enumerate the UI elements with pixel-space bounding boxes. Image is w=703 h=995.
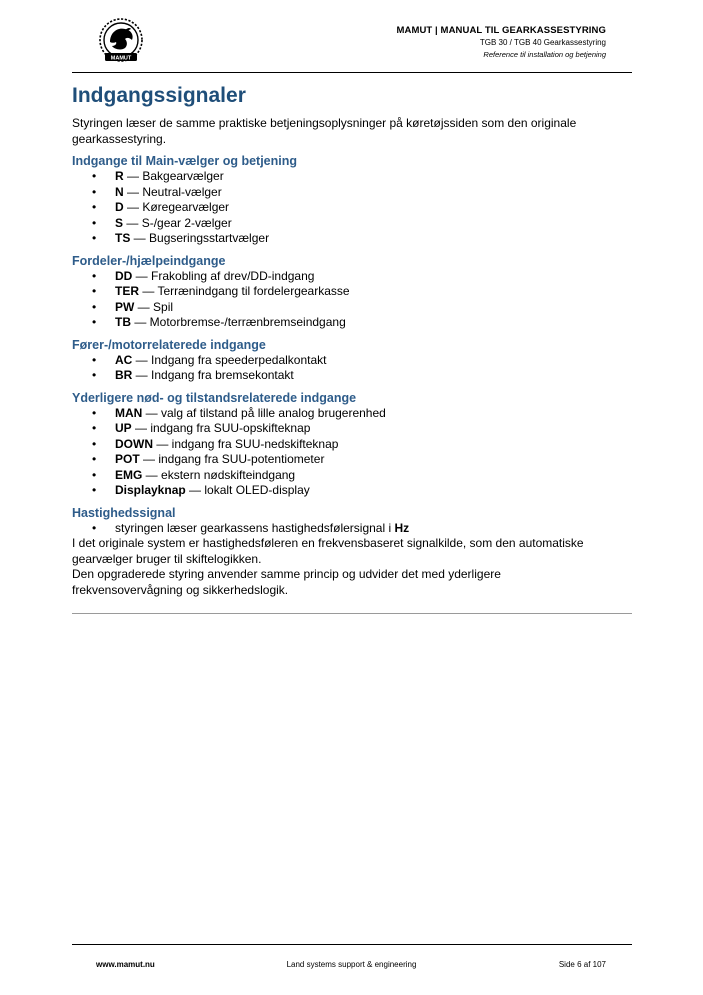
signal-description: S-/gear 2-vælger <box>141 215 232 230</box>
signal-code: MAN <box>115 405 143 420</box>
speed-paragraph-upgrade: Den opgraderede styring anvender samme princip og udvider det med yderligere frekvensovervågning og sikkerhedslogik. <box>72 567 501 597</box>
list-item <box>72 521 612 537</box>
signal-description: Terrænindgang til fordelergearkasse <box>157 284 350 298</box>
main-content <box>72 82 612 598</box>
footer-divider <box>72 944 632 945</box>
signal-description: Indgang fra bremsekontakt <box>151 368 294 382</box>
signal-description: Spil <box>153 299 174 314</box>
list-item: • TS — Bugseringsstartvælger <box>72 231 612 247</box>
list-item: • DOWN — indgang fra SUU-nedskifteknap <box>72 437 612 453</box>
speed-unit: Hz <box>394 520 410 535</box>
signal-code: Displayknap <box>115 483 186 497</box>
list-item: • Displayknap — lokalt OLED-display <box>72 483 612 499</box>
signal-code: POT <box>115 452 140 466</box>
signal-description: Bugseringsstartvælger <box>149 231 270 245</box>
signal-code: S <box>115 215 124 230</box>
list-item: • PW — Spil <box>72 300 612 316</box>
list-item: • DD — Frakobling af drev/DD-indgang <box>72 269 612 285</box>
signal-code: EMG <box>115 467 143 482</box>
signal-description: Bakgearvælger <box>142 169 224 183</box>
list-item: • R — Bakgearvælger <box>72 169 612 185</box>
section-heading-main-selector: Indgange til Main-vælger og betjening <box>72 154 298 168</box>
signal-code: R <box>115 169 124 183</box>
signal-description: indgang fra SUU-potentiometer <box>158 452 325 466</box>
list-item: • TER — Terrænindgang til fordelergearkasse <box>72 284 612 300</box>
list-item: • S — S-/gear 2-vælger <box>72 216 612 232</box>
signal-description: Frakobling af drev/DD-indgang <box>151 268 315 283</box>
signal-code: N <box>115 184 124 199</box>
list-item: • TB — Motorbremse-/terrænbremseindgang <box>72 315 612 331</box>
company-logo <box>96 18 146 64</box>
emergency-input-list <box>72 406 612 499</box>
signal-code: DD <box>115 268 133 283</box>
page-header <box>396 25 606 61</box>
list-item: • AC — Indgang fra speederpedalkontakt <box>72 353 612 369</box>
signal-code: UP <box>115 421 132 435</box>
section-heading-transfer-inputs: Fordeler-/hjælpeindgange <box>72 253 226 268</box>
page-title: Indgangssignaler <box>72 84 246 107</box>
transfer-input-list <box>72 269 612 331</box>
list-item: • BR — Indgang fra bremsekontakt <box>72 368 612 384</box>
signal-description: indgang fra SUU-opskifteknap <box>150 421 311 435</box>
signal-code: TS <box>115 231 131 245</box>
list-item: • N — Neutral-vælger <box>72 185 612 201</box>
signal-code: BR <box>115 368 133 382</box>
section-heading-emergency-inputs: Yderligere nød- og tilstandsrelaterede indgange <box>72 390 357 405</box>
signal-description: indgang fra SUU-nedskifteknap <box>171 436 339 451</box>
list-item: • POT — indgang fra SUU-potentiometer <box>72 452 612 468</box>
footer-url: www.mamut.nu <box>96 960 155 969</box>
signal-description: Neutral-vælger <box>142 184 222 199</box>
signal-description: ekstern nødskifteindgang <box>161 467 296 482</box>
list-item: • UP — indgang fra SUU-opskifteknap <box>72 421 612 437</box>
signal-code: D <box>115 200 124 214</box>
intro-paragraph: Styringen læser de samme praktiske betjeningsoplysninger på køretøjssiden som den originale gearkassestyring. <box>72 116 577 146</box>
header-divider <box>72 72 632 73</box>
content-end-divider <box>72 613 632 614</box>
signal-description: Motorbremse-/terrænbremseindgang <box>149 315 346 329</box>
header-reference: Reference til installation og betjening <box>483 50 606 59</box>
signal-code: AC <box>115 352 133 367</box>
section-heading-speed-signal: Hastighedssignal <box>72 505 176 520</box>
signal-description: Indgang fra speederpedalkontakt <box>151 352 327 367</box>
signal-code: DOWN <box>115 436 153 451</box>
header-title: MAMUT | MANUAL TIL GEARKASSESTYRING <box>396 25 606 36</box>
list-item: • D — Køregearvælger <box>72 200 612 216</box>
section-heading-driver-inputs: Fører-/motorrelaterede indgange <box>72 337 266 352</box>
footer-company-tagline: Land systems support & engineering <box>286 960 417 969</box>
header-subtitle: TGB 30 / TGB 40 Gearkassestyring <box>479 38 606 47</box>
footer-page-number: Side 6 af 107 <box>558 960 606 969</box>
signal-code: TB <box>115 315 131 329</box>
speed-paragraph-original: I det originale system er hastighedsføleren en frekvensbaseret signalkilde, som den automatiske gearvælger bruger til skiftelogikken. <box>72 536 584 566</box>
list-item: • MAN — valg af tilstand på lille analog brugerenhed <box>72 406 612 422</box>
speed-signal-list <box>72 521 612 537</box>
signal-code: TER <box>115 284 139 298</box>
list-item: • EMG — ekstern nødskifteindgang <box>72 468 612 484</box>
main-selector-input-list <box>72 169 612 247</box>
speed-bullet-text: styringen læser gearkassens hastighedsfølersignal i <box>115 520 395 535</box>
signal-description: lokalt OLED-display <box>204 483 310 497</box>
svg-text:MAMUT: MAMUT <box>110 55 132 62</box>
signal-code: PW <box>115 299 135 314</box>
signal-description: Køregearvælger <box>142 200 230 214</box>
signal-description: valg af tilstand på lille analog brugerenhed <box>161 405 386 420</box>
driver-input-list <box>72 353 612 384</box>
